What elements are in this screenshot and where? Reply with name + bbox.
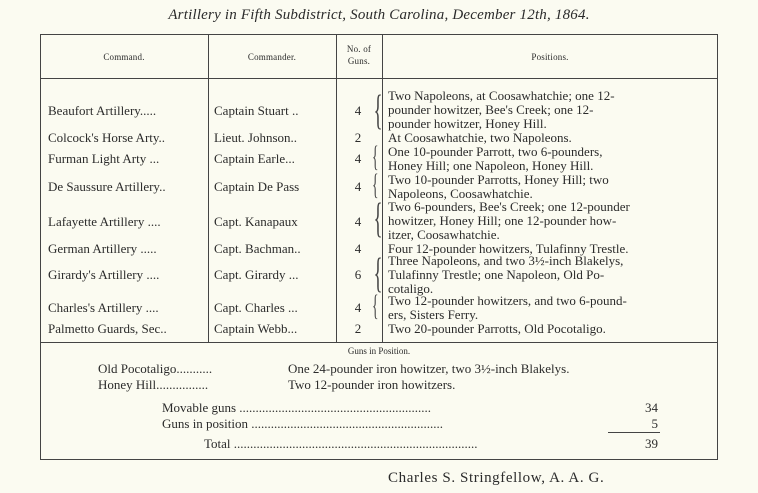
brace-icon: {: [373, 88, 383, 134]
summary-label: Guns in position ...........................................................: [162, 416, 443, 431]
row-positions: [388, 294, 714, 322]
position-line: howitzer, Honey Hill; one 12-pounder how-: [388, 213, 617, 228]
position-line: Two 20-pounder Parrotts, Old Pocotaligo.: [388, 321, 606, 336]
row-guns: 6: [354, 267, 362, 282]
summary-value: 39: [645, 436, 658, 451]
position-line: pounder howitzer, Honey Hill.: [388, 116, 547, 131]
row-commander: Capt. Bachman..: [214, 241, 301, 256]
header-guns-line1: No. of: [346, 44, 372, 54]
header-guns-line2: Guns.: [347, 56, 371, 66]
row-guns: 4: [354, 151, 362, 166]
row-guns: 4: [354, 103, 362, 118]
position-line: itzer, Coosawhatchie.: [388, 227, 500, 242]
brace-icon: {: [371, 168, 379, 201]
position-line: ers, Sisters Ferry.: [388, 307, 479, 322]
position-line: Tulafinny Trestle; one Napoleon, Old Po-: [388, 267, 605, 282]
row-positions: [388, 322, 714, 336]
header-command: Command.: [103, 52, 145, 62]
row-guns: 4: [354, 179, 362, 194]
row-commander: Captain Stuart ..: [214, 103, 299, 118]
row-command: Charles's Artillery ....: [48, 300, 159, 315]
summary-label: Movable guns ...........................................................: [162, 400, 432, 415]
row-command: Beaufort Artillery.....: [48, 103, 157, 118]
guns-in-position-heading: Guns in Position.: [347, 346, 411, 356]
summary-value: 34: [645, 400, 658, 415]
row-positions: [388, 254, 714, 296]
brace-icon: {: [373, 196, 383, 242]
total-rule: [608, 432, 660, 433]
position-line: Honey Hill; one Napoleon, Honey Hill.: [388, 158, 594, 173]
row-commander: Capt. Kanapaux: [214, 214, 298, 229]
row-guns: 4: [354, 300, 362, 315]
row-positions: [388, 173, 714, 201]
row-positions: [388, 145, 714, 173]
position-line: Two 12-pounder howitzers, and two 6-pound-: [388, 293, 627, 308]
row-commander: Capt. Charles ...: [214, 300, 298, 315]
position-line: Two Napoleons, at Coosawhatchie; one 12-: [388, 88, 615, 103]
column-divider-2: [336, 34, 337, 342]
row-positions: [388, 131, 714, 145]
row-guns: 2: [354, 130, 362, 145]
row-guns: 4: [354, 241, 362, 256]
row-command: De Saussure Artillery..: [48, 179, 166, 194]
row-positions: [388, 89, 714, 131]
signature: Charles S. Stringfellow, A. A. G.: [388, 470, 605, 486]
row-commander: Captain De Pass: [214, 179, 300, 194]
position-entry-detail: One 24-pounder iron howitzer, two 3½-inch Blakelys.: [288, 361, 570, 376]
position-entry-detail: Two 12-pounder iron howitzers.: [288, 377, 456, 392]
header-commander: Commander.: [247, 52, 297, 62]
column-divider-1: [208, 34, 209, 342]
row-command: Girardy's Artillery ....: [48, 267, 160, 282]
position-line: Two 10-pounder Parrotts, Honey Hill; two: [388, 172, 609, 187]
position-line: pounder howitzer, Bee's Creek; one 12-: [388, 102, 594, 117]
row-commander: Captain Webb...: [214, 321, 298, 336]
row-positions: [388, 200, 714, 242]
brace-icon: {: [371, 140, 379, 173]
row-commander: Lieut. Johnson..: [214, 130, 298, 145]
brace-icon: {: [371, 289, 379, 322]
row-command: Lafayette Artillery ....: [48, 214, 161, 229]
document-title: Artillery in Fifth Subdistrict, South Carolina, December 12th, 1864.: [168, 7, 590, 23]
position-line: Four 12-pounder howitzers, Tulafinny Trestle.: [388, 241, 629, 256]
row-guns: 2: [354, 321, 362, 336]
row-command: Palmetto Guards, Sec..: [48, 321, 167, 336]
summary-value: 5: [651, 416, 658, 431]
position-line: Two 6-pounders, Bee's Creek; one 12-pounder: [388, 199, 630, 214]
position-entry-place: Old Pocotaligo...........: [98, 361, 213, 376]
row-commander: Captain Earle...: [214, 151, 295, 166]
position-entry-place: Honey Hill................: [98, 377, 209, 392]
position-line: At Coosawhatchie, two Napoleons.: [388, 130, 572, 145]
row-command: Colcock's Horse Arty..: [48, 130, 166, 145]
header-positions: Positions.: [531, 52, 569, 62]
summary-label: Total ...........................................................................: [204, 436, 478, 451]
row-command: Furman Light Arty ...: [48, 151, 160, 166]
position-line: Napoleons, Coosawhatchie.: [388, 186, 533, 201]
position-line: cotaligo.: [388, 281, 434, 296]
brace-icon: {: [373, 251, 383, 297]
table-bottom-divider: [40, 342, 718, 343]
position-line: Three Napoleons, and two 3½-inch Blakelys,: [388, 253, 624, 268]
row-commander: Capt. Girardy ...: [214, 267, 299, 282]
header-divider: [40, 78, 718, 79]
position-line: One 10-pounder Parrott, two 6-pounders,: [388, 144, 603, 159]
row-command: German Artillery .....: [48, 241, 157, 256]
row-guns: 4: [354, 214, 362, 229]
